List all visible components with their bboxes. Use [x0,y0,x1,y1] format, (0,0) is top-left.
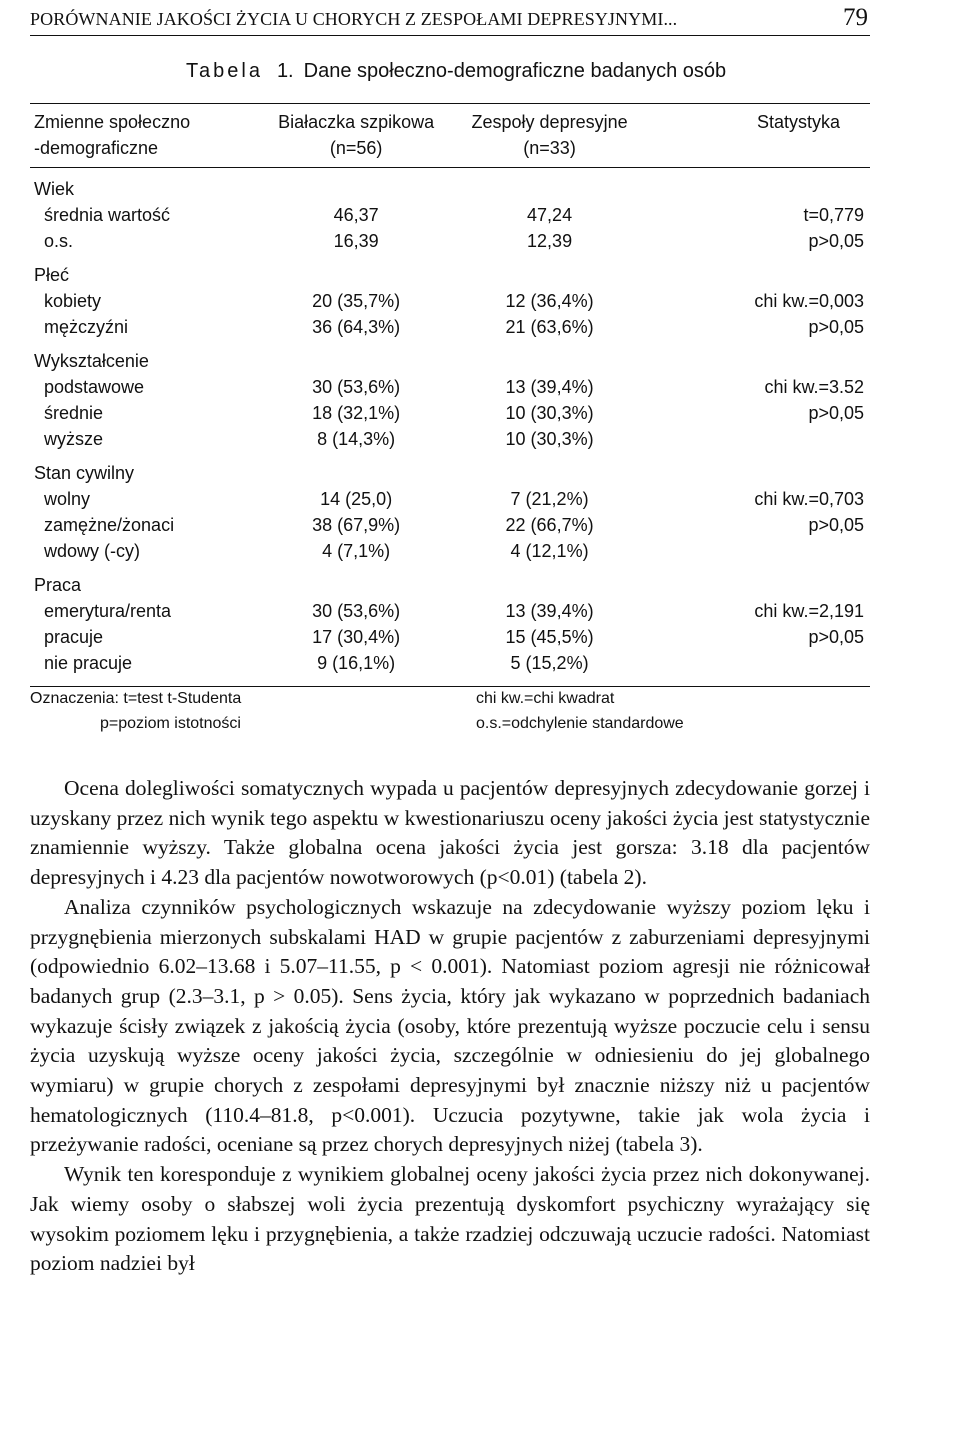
header-variables-line1: Zmienne społeczno [34,112,191,132]
depressive-value: 13 (39,4%) [505,377,594,397]
depressive-value [444,168,656,203]
paragraph: Analiza czynników psychologicznych wskazuje na zdecydowanie wyższy poziom lęku i przygnębienia mierzonych subskalami HAD w grupie pacjentów z zaburzeniami depresyjnymi (odpowiednio 6.02–13.68 i 5.07–11.55, p < 0.001). Natomiast poziom agresji nie różnicował badanych grup (2.3–3.1, p > 0.05). Sens życia, który jak wykazano w poprzednich badaniach wykazuje ścisły związek z jakością życia (osoby, które prezentują wyższe poczucie celu i sensu życia uzyskują wyższe oceny jakości życia, szczególnie w odniesieniu do jej globalnego wymiaru) w grupie chorych z zespołami depresyjnymi był znacznie niższy niż u pacjentów hematologicznych (110.4–81.8, p<0.001). Uczucia pozytywne, takie jak wola życia i przeżywanie radości, oceniane są przez chorych depresyjnych niżej (tabela 3). [30,894,870,1157]
depressive-value: 22 (66,7%) [505,515,594,535]
legend-chi-square: chi kw.=chi kwadrat [476,690,615,707]
statistic-value: chi kw.=2,191 [754,601,864,621]
depressive-value: 12 (36,4%) [505,291,594,311]
header-variables-line2: -demograficzne [34,138,159,158]
running-head [30,4,870,34]
row-label: zamężne/żonaci [44,515,175,535]
table-row [30,228,870,254]
depressive-value [444,452,656,486]
statistic-value: chi kw.=0,703 [754,489,864,509]
leukemia-value [269,452,444,486]
table-group-row [30,564,870,598]
header-rule [30,35,870,36]
header-leukemia-line2: (n=56) [329,138,383,158]
table-caption [186,60,726,83]
table-caption-label: Tabela [186,60,263,82]
depressive-value: 15 (45,5%) [505,627,594,647]
depressive-value: 4 (12,1%) [510,541,589,561]
legend-p-value: p=poziom istotności [100,715,241,732]
table-row [30,486,870,512]
page-number: 79 [843,4,868,31]
legend-std-dev: o.s.=odchylenie standardowe [476,715,684,732]
table-row [30,624,870,650]
paragraph: Wynik ten koresponduje z wynikiem globalnej oceny jakości życia przez nich dokonywanej. Jak wiemy osoby o słabszej woli życia prezentują dyskomfort psychiczny wyrażający się wysokim poziomem lęku i przygnębienia, a także rzadziej odczuwają uczucie radości. Natomiast poziom nadziei był [30,1162,870,1276]
depressive-value: 21 (63,6%) [505,317,594,337]
depressive-value [444,564,656,598]
statistic-value [656,452,870,486]
row-label: mężczyźni [44,317,129,337]
table-row [30,400,870,426]
legend-t-test: Oznaczenia: t=test t-Studenta [30,690,242,707]
statistic-value [656,254,870,288]
depressive-value: 10 (30,3%) [505,429,594,449]
header-leukemia-line1: Białaczka szpikowa [278,112,435,132]
depressive-value: 10 (30,3%) [505,403,594,423]
row-label: Praca [34,575,82,595]
leukemia-value: 38 (67,9%) [312,515,401,535]
row-label: kobiety [44,291,102,311]
row-label: o.s. [44,231,74,251]
row-label: pracuje [44,627,104,647]
row-label: Płeć [34,265,70,285]
running-title: PORÓWNANIE JAKOŚCI ŻYCIA U CHORYCH Z ZESPOŁAMI DEPRESYJNYMI... [30,9,678,29]
leukemia-value: 17 (30,4%) [312,627,401,647]
header-depressive-line1: Zespoły depresyjne [471,112,628,132]
leukemia-value: 4 (7,1%) [322,541,391,561]
header-leukemia [269,104,444,168]
table-group-row [30,452,870,486]
table-row [30,314,870,340]
leukemia-value: 30 (53,6%) [312,601,401,621]
statistic-value [656,564,870,598]
row-label: Stan cywilny [34,463,135,483]
header-statistics-label: Statystyka [756,112,840,132]
leukemia-value: 46,37 [333,205,379,225]
table-caption-text: Dane społeczno-demograficzne badanych osób [303,60,727,82]
table-body [30,168,870,687]
statistic-value [656,650,870,687]
depressive-value: 7 (21,2%) [510,489,589,509]
depressive-value: 12,39 [527,231,573,251]
leukemia-value: 8 (14,3%) [317,429,396,449]
table-row [30,426,870,452]
table-row [30,288,870,314]
header-depressive [444,104,656,168]
statistic-value [656,426,870,452]
table-row [30,512,870,538]
statistic-value: chi kw.=3.52 [764,377,864,397]
depressive-value [444,340,656,374]
header-variables [30,104,269,168]
statistic-value: t=0,779 [803,205,864,225]
table-row [30,202,870,228]
row-label: nie pracuje [44,653,133,673]
table-group-row [30,168,870,203]
demographics-table [30,103,870,687]
table-row [30,598,870,624]
leukemia-value [269,340,444,374]
statistic-value: p>0,05 [808,403,864,423]
table-row [30,538,870,564]
leukemia-value: 14 (25,0) [320,489,393,509]
table-legend [30,686,870,738]
row-label: podstawowe [44,377,145,397]
paragraph: Ocena dolegliwości somatycznych wypada u pacjentów depresyjnych zdecydowanie gorzej i uzyskany przez nich wynik tego aspektu w kwestionariuszu oceny jakości życia jest statystycznie znamiennie wyższy. Także globalna ocena jakości życia jest gorsza: 3.18 dla pacjentów depresyjnych i 4.23 dla pacjentów nowotworowych (p<0.01) (tabela 2). [30,776,870,890]
statistic-value: p>0,05 [808,627,864,647]
row-label: wolny [44,489,91,509]
statistic-value: p>0,05 [808,231,864,251]
row-label: wyższe [44,429,104,449]
statistic-value: p>0,05 [808,515,864,535]
table-caption-number: 1. [276,60,294,82]
leukemia-value: 16,39 [333,231,379,251]
header-depressive-line2: (n=33) [523,138,576,158]
depressive-value [444,254,656,288]
leukemia-value: 30 (53,6%) [312,377,401,397]
leukemia-value [269,168,444,203]
leukemia-value: 18 (32,1%) [312,403,401,423]
leukemia-value [269,564,444,598]
header-statistics [656,104,870,168]
statistic-value [656,340,870,374]
table-container [30,103,870,687]
table-header-row [30,104,870,168]
table-row [30,374,870,400]
row-label: Wykształcenie [34,351,149,371]
table-group-row [30,254,870,288]
leukemia-value: 20 (35,7%) [312,291,401,311]
statistic-value: chi kw.=0,003 [754,291,864,311]
statistic-value [656,168,870,203]
row-label: wdowy (-cy) [44,541,141,561]
row-label: Wiek [34,179,74,199]
statistic-value: p>0,05 [808,317,864,337]
row-label: średnie [44,403,104,423]
row-label: średnia wartość [44,205,171,225]
leukemia-value [269,254,444,288]
table-row [30,650,870,687]
row-label: emerytura/renta [44,601,172,621]
statistic-value [656,538,870,564]
depressive-value: 13 (39,4%) [505,601,594,621]
depressive-value: 47,24 [527,205,573,225]
depressive-value: 5 (15,2%) [510,653,589,673]
leukemia-value: 9 (16,1%) [317,653,396,673]
body-text [30,774,870,1279]
table-group-row [30,340,870,374]
leukemia-value: 36 (64,3%) [312,317,401,337]
